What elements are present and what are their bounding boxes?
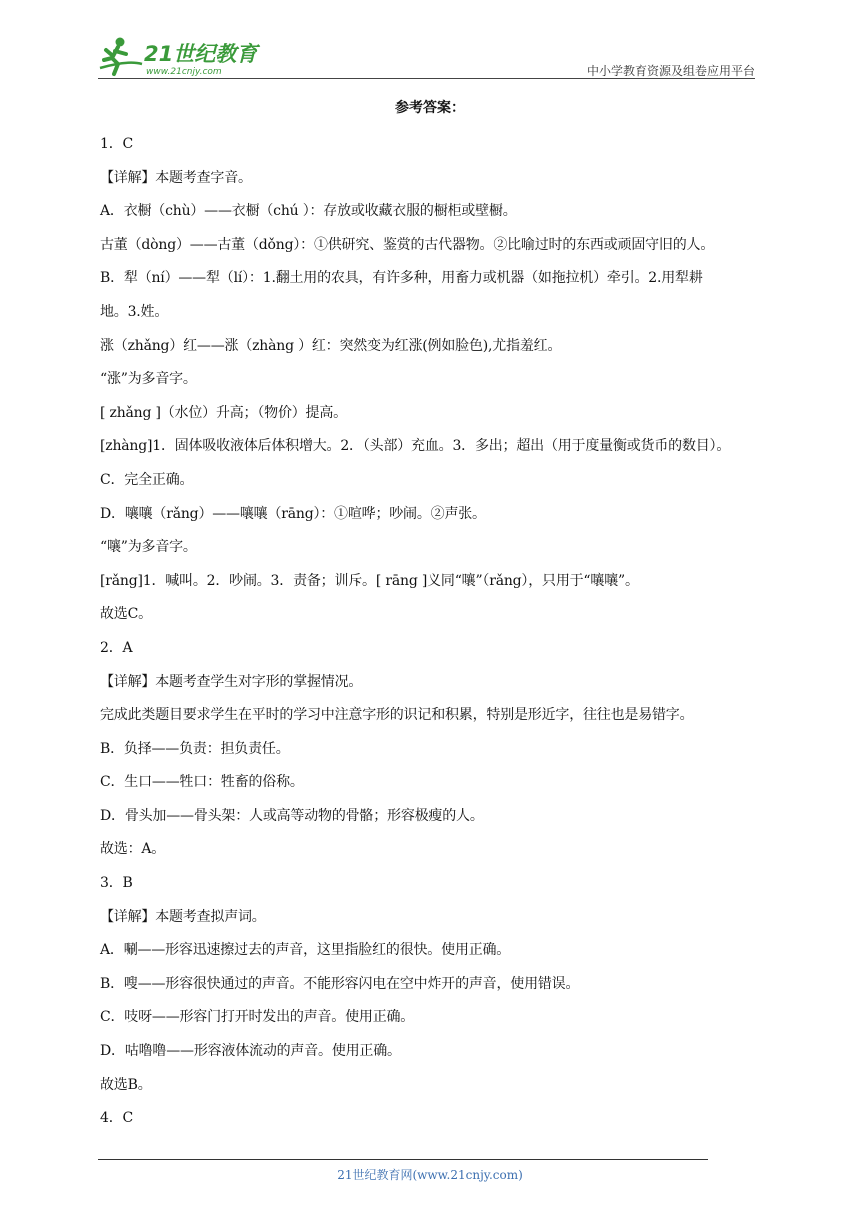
answer-line: 【详解】本题考查拟声词。	[100, 908, 266, 925]
svg-text:21世纪教育: 21世纪教育	[144, 42, 258, 66]
answer-line: 地。3.姓。	[100, 303, 169, 320]
page-header	[98, 34, 755, 78]
answer-line: 3．B	[100, 875, 133, 892]
answer-line: 【详解】本题考查学生对字形的掌握情况。	[100, 673, 363, 690]
answer-line: 故选C。	[100, 606, 152, 623]
answer-line: B．嗖——形容很快通过的声音。不能形容闪电在空中炸开的声音，使用错误。	[100, 975, 580, 992]
answer-line: 【详解】本题考查字音。	[100, 169, 252, 186]
answer-line: D．嚷嚷（rǎng）——嚷嚷（rāng）：①喧哗；吵闹。②声张。	[100, 505, 486, 522]
answer-line: 1．C	[100, 136, 134, 152]
answer-line: 故选：A。	[100, 841, 166, 858]
answer-line: 4．C	[100, 1110, 134, 1127]
answer-line: D．骨头加——骨头架：人或高等动物的骨骼；形容极瘦的人。	[100, 807, 484, 824]
answer-line: A．唰——形容迅速擦过去的声音，这里指脸红的很快。使用正确。	[100, 942, 511, 959]
answer-line: C．完全正确。	[100, 471, 194, 488]
answer-line: B．负择——负责：担负责任。	[100, 740, 290, 757]
answer-lines	[100, 135, 760, 1127]
answer-line: 完成此类题目要求学生在平时的学习中注意字形的识记和积累，特别是形近字，往往也是易错字。	[100, 707, 694, 724]
answer-line: 古董（dòng）——古董（dǒng）：①供研究、鉴赏的古代器物。②比喻过时的东西或顽固守旧的人。	[100, 236, 715, 253]
runner-logo-icon	[98, 34, 268, 78]
answer-line: C．生口——牲口：牲畜的俗称。	[100, 774, 304, 791]
footer-link[interactable]: 21世纪教育网(www.21cnjy.com)	[337, 1168, 523, 1182]
answer-content	[100, 99, 760, 1143]
answer-line: C．吱呀——形容门打开时发出的声音。使用正确。	[100, 1009, 415, 1026]
site-logo	[98, 34, 268, 78]
answer-line: D．咕噜噜——形容液体流动的声音。使用正确。	[100, 1043, 401, 1060]
answer-line: 2．A	[100, 639, 133, 656]
answer-line: A．衣橱（chù）——衣橱（chú ）：存放或收藏衣服的橱柜或壁橱。	[100, 203, 517, 220]
answer-line: [rǎng]1．喊叫。2．吵闹。3．责备；训斥。[ rāng ]义同“嚷”（rǎng），只用于“嚷嚷”。	[100, 572, 639, 589]
answer-line: [zhàng]1．固体吸收液体后体积增大。2．（头部）充血。3．多出；超出（用于度量衡或货币的数目）。	[100, 438, 731, 455]
answer-line: “涨”为多音字。	[100, 371, 197, 388]
answer-line: B．犁（ní）——犁（lí）：1.翻土用的农具，有许多种，用畜力或机器（如拖拉机）牵引。2.用犁耕	[100, 270, 703, 287]
header-divider	[98, 78, 755, 79]
page-title: 参考答案：	[395, 100, 465, 116]
svg-text:www.21cnjy.com: www.21cnjy.com	[146, 67, 222, 77]
platform-name: 中小学教育资源及组卷应用平台	[586, 64, 755, 78]
answer-line: 涨（zhǎng）红——涨（zhàng ）红：突然变为红涨(例如脸色),尤指羞红。	[100, 337, 562, 354]
answer-line: [ zhǎng ]（水位）升高；（物价）提高。	[100, 404, 347, 421]
footer-divider	[98, 1159, 708, 1160]
answer-line: “嚷”为多音字。	[100, 539, 197, 556]
answer-line: 故选B。	[100, 1076, 152, 1093]
